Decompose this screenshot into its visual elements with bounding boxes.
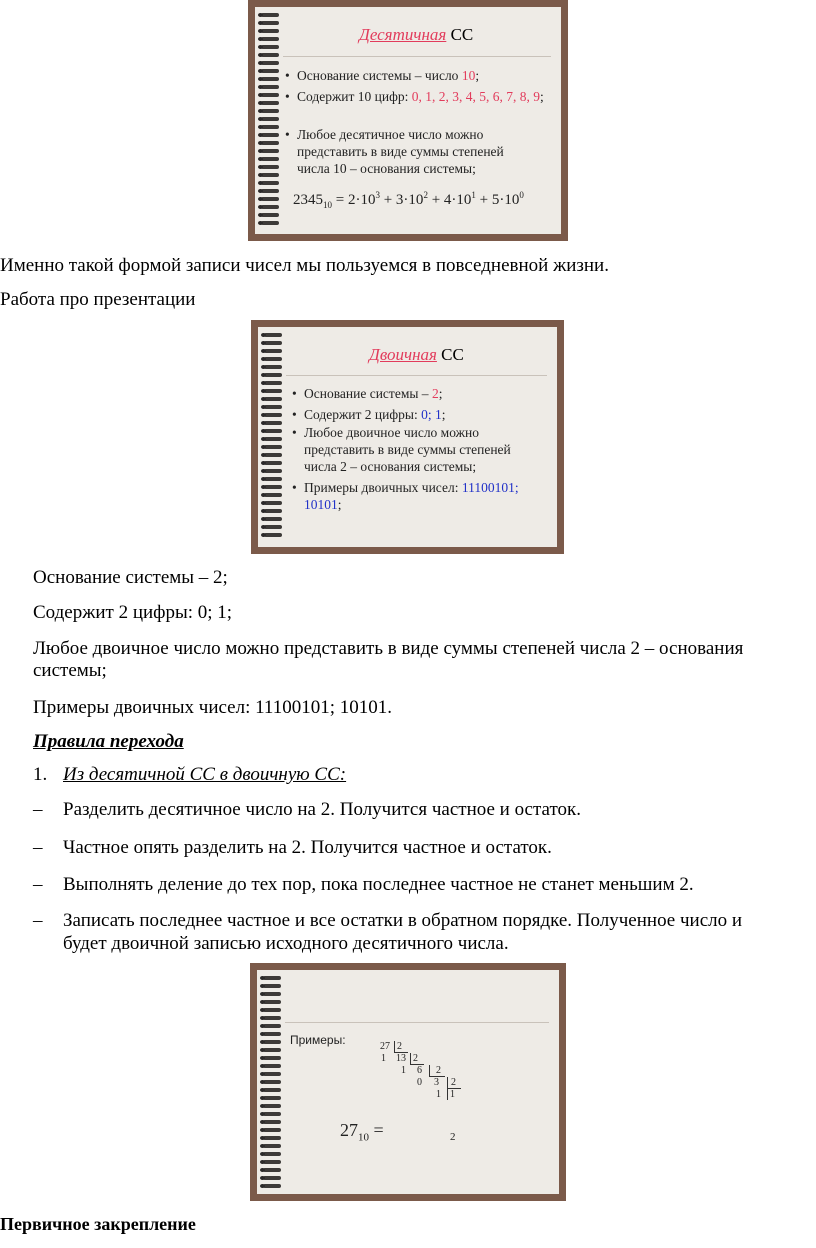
spiral-ring [263,1024,281,1028]
division-bar [429,1065,430,1076]
spiral-ring [261,141,279,145]
list-number: 1. [33,764,48,785]
spiral-ring [264,477,282,481]
spiral-ring [264,493,282,497]
body-representation-line2: системы; [33,660,107,681]
dividend-3: 3 [434,1077,439,1088]
spiral-ring [261,109,279,113]
spiral-ring [264,405,282,409]
spiral-ring [263,1072,281,1076]
spiral-ring [261,133,279,137]
spiral-ring [261,213,279,217]
spiral-ring [263,1144,281,1148]
spiral-ring [261,61,279,65]
spiral-ring [261,189,279,193]
spiral-ring [263,976,281,980]
result-expression: $27_{10}$ = [340,1120,384,1144]
spiral-ring [263,1008,281,1012]
spiral-ring [261,37,279,41]
spiral-ring [264,501,282,505]
spiral-ring [264,365,282,369]
body-examples: Примеры двоичных чисел: 11100101; 10101. [33,697,392,718]
spiral-ring [263,1176,281,1180]
dash-bullet: – [33,799,43,820]
spiral-ring [263,1136,281,1140]
spiral-ring [264,453,282,457]
divisor: 2 [413,1053,418,1064]
spiral-ring [261,45,279,49]
spiral-ring [263,1064,281,1068]
division-bar [410,1053,411,1064]
spiral-ring [264,517,282,521]
spiral-ring [263,1128,281,1132]
spiral-ring [263,1056,281,1060]
spiral-ring [264,389,282,393]
paragraph-presentation: Работа про презентации [0,289,196,310]
spiral-ring [263,1168,281,1172]
spiral-ring [264,525,282,529]
step-write-line1: Записать последнее частное и все остатки в обратном порядке. Полученное число и [63,910,743,931]
spiral-ring [261,157,279,161]
examples-label: Примеры: [290,1033,346,1047]
spiral-ring [264,445,282,449]
spiral-ring [263,1048,281,1052]
spiral-ring [264,413,282,417]
spiral-ring [261,165,279,169]
notebook-rings [257,970,287,1194]
spiral-ring [261,205,279,209]
slide-paper [255,7,561,234]
bullet-representation: • Любое десятичное число можно представить в виде суммы степеней числа 10 – основания системы; [285,127,504,176]
spiral-ring [261,221,279,225]
spiral-ring [263,1104,281,1108]
bullet-base: • Основание системы – 2; [292,386,443,401]
title-divider [285,1022,549,1023]
step-write-line2: будет двоичной записью исходного десятичного числа. [63,933,509,954]
notebook-rings [255,7,285,234]
dash-bullet: – [33,910,43,931]
spiral-ring [264,357,282,361]
spiral-ring [261,101,279,105]
spiral-ring [263,1000,281,1004]
bullet-digits: • Содержит 10 цифр: 0, 1, 2, 3, 4, 5, 6, 7, 8, 9; [285,89,544,104]
dividend-27: 27 [380,1041,390,1052]
spiral-ring [264,421,282,425]
spiral-ring [263,1096,281,1100]
spiral-ring [263,1080,281,1084]
spiral-ring [261,13,279,17]
spiral-ring [261,181,279,185]
spiral-ring [263,984,281,988]
spiral-ring [264,533,282,537]
paragraph-everyday-use: Именно такой формой записи чисел мы пользуемся в повседневной жизни. [0,255,609,276]
spiral-ring [263,1040,281,1044]
remainder: 1 [436,1089,441,1100]
spiral-ring [261,173,279,177]
bullet-base: • Основание системы – число 10; [285,68,480,83]
expansion-formula: $2345_{10} = 2\cdot 10^3 + 3\cdot 10^2 + 4\cdot 10^1 + 5\cdot 10^0$ [293,190,524,210]
final-quotient: 1 [450,1089,455,1100]
bullet-representation: • Любое двоичное число можно представить в виде суммы степеней числа 2 – основания системы; [292,425,511,474]
slide-decimal-system [248,0,568,241]
dividend-6: 6 [417,1065,422,1076]
spiral-ring [264,461,282,465]
spiral-ring [261,197,279,201]
spiral-ring [264,469,282,473]
notebook-rings [258,327,288,547]
footer-heading: Первичное закрепление [0,1214,196,1234]
divisor: 2 [436,1065,441,1076]
rules-heading: Правила перехода [33,731,184,752]
spiral-ring [264,429,282,433]
remainder: 1 [401,1065,406,1076]
spiral-ring [261,117,279,121]
division-bar [394,1041,395,1052]
spiral-ring [263,1160,281,1164]
step-until: Выполнять деление до тех пор, пока последнее частное не станет меньшим 2. [63,874,694,895]
dash-bullet: – [33,837,43,858]
spiral-ring [263,1112,281,1116]
slide-paper [257,970,559,1194]
list-item-decimal-to-binary: Из десятичной СС в двоичную СС: [63,764,347,785]
bullet-digits: • Содержит 2 цифры: 0; 1; [292,407,446,422]
body-base: Основание системы – 2; [33,567,228,588]
slide-title: Двоичная СС [369,345,464,364]
spiral-ring [261,77,279,81]
spiral-ring [264,349,282,353]
spiral-ring [261,69,279,73]
spiral-ring [261,85,279,89]
body-digits: Содержит 2 цифры: 0; 1; [33,602,233,623]
spiral-ring [264,381,282,385]
spiral-ring [263,1016,281,1020]
spiral-ring [261,125,279,129]
spiral-ring [264,373,282,377]
spiral-ring [261,149,279,153]
spiral-ring [264,341,282,345]
spiral-ring [261,21,279,25]
spiral-ring [263,1184,281,1188]
slide-paper [258,327,557,547]
spiral-ring [263,1120,281,1124]
title-divider [286,375,547,376]
spiral-ring [264,509,282,513]
dash-bullet: – [33,874,43,895]
slide-title: Десятичная СС [359,25,474,44]
result-base: 2 [450,1131,456,1143]
slide-conversion-example [250,963,566,1201]
spiral-ring [264,333,282,337]
spiral-ring [264,485,282,489]
spiral-ring [263,1032,281,1036]
spiral-ring [261,53,279,57]
dividend-13: 13 [396,1053,406,1064]
spiral-ring [263,992,281,996]
division-bar [447,1077,448,1088]
step-divide: Разделить десятичное число на 2. Получится частное и остаток. [63,799,582,820]
spiral-ring [263,1152,281,1156]
spiral-ring [264,397,282,401]
spiral-ring [261,29,279,33]
divisor: 2 [451,1077,456,1088]
bullet-examples: • Примеры двоичных чисел: 11100101; 10101; [292,480,519,512]
divisor: 2 [397,1041,402,1052]
division-bar [447,1089,448,1100]
body-representation-line1: Любое двоичное число можно представить в виде суммы степеней числа 2 – основания [33,638,744,659]
title-divider [283,56,551,57]
step-repeat: Частное опять разделить на 2. Получится частное и остаток. [63,837,552,858]
remainder: 0 [417,1077,422,1088]
slide-binary-system [251,320,564,554]
remainder: 1 [381,1053,386,1064]
spiral-ring [264,437,282,441]
spiral-ring [261,93,279,97]
spiral-ring [263,1088,281,1092]
